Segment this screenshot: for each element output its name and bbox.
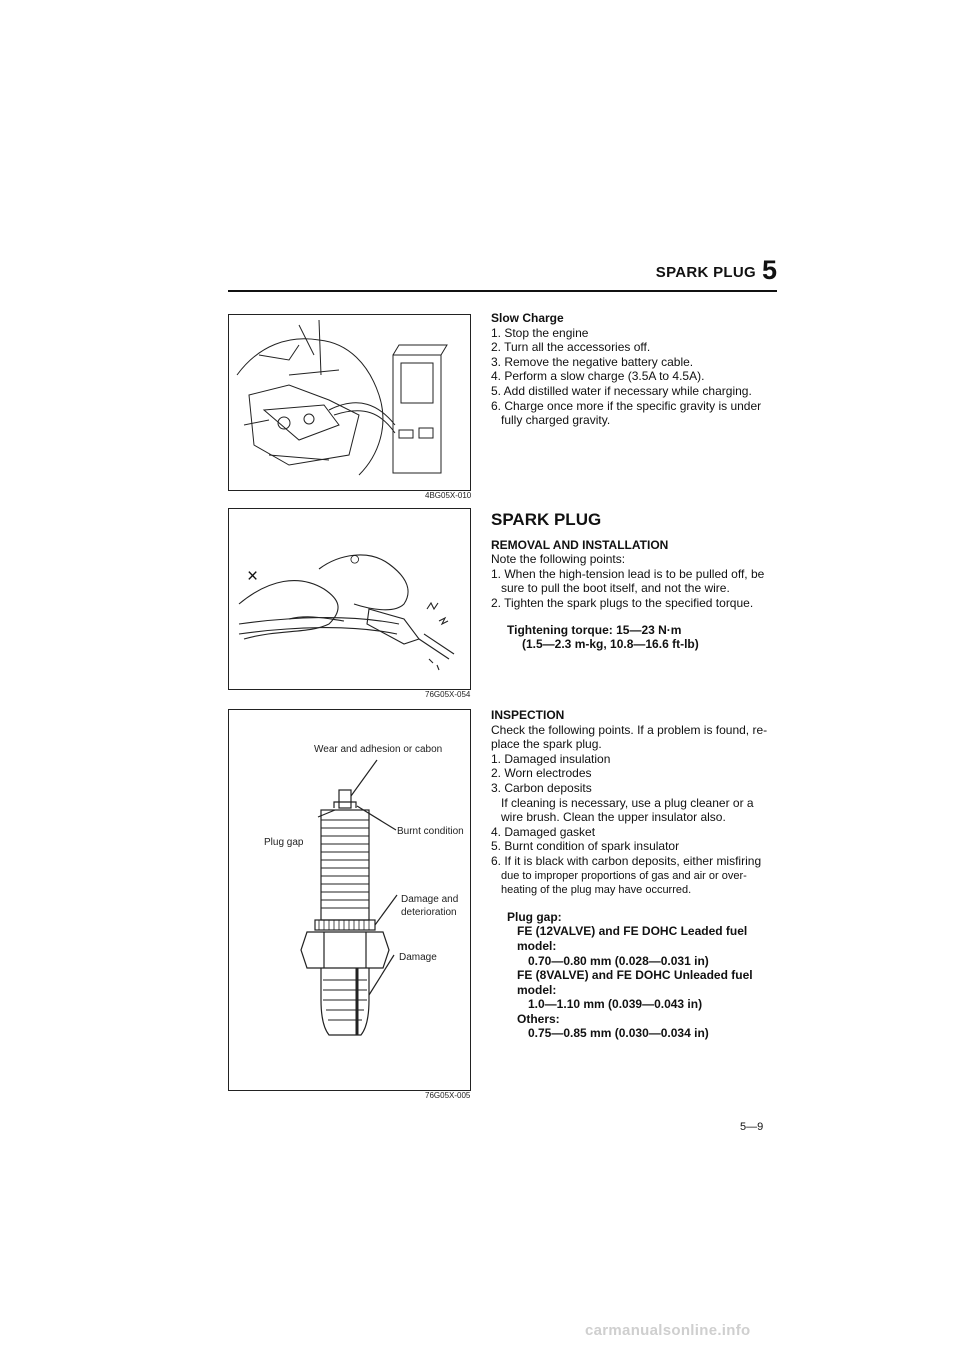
label-wear: Wear and adhesion or cabon (314, 744, 443, 755)
slow-charge-heading: Slow Charge (491, 311, 564, 325)
step: 2. Tighten the spark plugs to the specified torque. (491, 595, 754, 610)
battery-charger-illustration (229, 315, 470, 490)
torque-spec-cont: (1.5—2.3 m-kg, 10.8—16.6 ft-lb) (522, 637, 699, 652)
spec-model: FE (12VALVE) and FE DOHC Leaded fuel (517, 924, 748, 939)
item-note: wire brush. Clean the upper insulator also. (501, 810, 726, 825)
slow-charge-section (491, 311, 781, 428)
figure-code: 4BG05X-010 (425, 491, 472, 500)
label-damage-det-2: deterioration (401, 907, 457, 918)
spec-model: model: (517, 982, 557, 997)
intro: Check the following points. If a problem is found, re- (491, 722, 768, 737)
item: 1. Damaged insulation (491, 751, 611, 766)
label-burnt: Burnt condition (397, 826, 464, 837)
item: 5. Burnt condition of spark insulator (491, 839, 680, 854)
step: 3. Remove the negative battery cable. (491, 354, 694, 369)
label-plug-gap: Plug gap (264, 837, 304, 848)
label-damage-det-1: Damage and (401, 894, 459, 905)
spec-value: 1.0—1.10 mm (0.039—0.043 in) (528, 997, 703, 1012)
section-title: SPARK PLUG (491, 510, 602, 529)
step-cont: sure to pull the boot itself, and not the wire. (501, 581, 730, 596)
figure-battery-charger (228, 314, 471, 491)
page-number: 5—9 (740, 1121, 764, 1133)
step: 1. Stop the engine (491, 325, 589, 340)
spec-model: FE (8VALVE) and FE DOHC Unleaded fuel (517, 968, 753, 983)
spec-model: model: (517, 938, 557, 953)
step: 2. Turn all the accessories off. (491, 340, 651, 355)
item: 2. Worn electrodes (491, 766, 592, 781)
torque-spec: Tightening torque: 15—23 N·m (507, 622, 682, 637)
label-damage: Damage (399, 952, 437, 963)
step-cont: fully charged gravity. (501, 413, 611, 428)
step: 5. Add distilled water if necessary while charging. (491, 383, 752, 398)
item-note: heating of the plug may have occurred. (501, 884, 692, 897)
intro: place the spark plug. (491, 737, 602, 752)
chapter-number: 5 (761, 255, 777, 285)
step: 4. Perform a slow charge (3.5A to 4.5A). (491, 369, 705, 384)
step: 1. When the high-tension lead is to be pulled off, be (491, 566, 765, 581)
spec-model: Others: (517, 1011, 560, 1026)
item-note: If cleaning is necessary, use a plug cleaner or a (501, 795, 754, 810)
figure-spark-plug-inspection (228, 709, 471, 1091)
spark-plug-diagram (229, 710, 470, 1090)
note: Note the following points: (491, 552, 626, 567)
removal-heading: REMOVAL AND INSTALLATION (491, 537, 669, 552)
right-mark: ○ (349, 549, 361, 570)
page-header-title: SPARK PLUG (655, 264, 756, 281)
spec-value: 0.75—0.85 mm (0.030—0.034 in) (528, 1026, 709, 1041)
inspection-section (491, 708, 781, 1041)
watermark: carmanualsonline.info (585, 1322, 751, 1339)
item: 4. Damaged gasket (491, 824, 596, 839)
item-note: due to improper proportions of gas and air or over- (501, 869, 747, 882)
figure-code: 76G05X-054 (425, 690, 471, 699)
header-rule (228, 290, 777, 292)
item: 6. If it is black with carbon deposits, either misfiring (491, 853, 762, 868)
figure-remove-plug-lead (228, 508, 471, 690)
item: 3. Carbon deposits (491, 780, 592, 795)
plug-gap-heading: Plug gap: (507, 909, 562, 924)
spark-plug-section (491, 510, 781, 652)
plug-lead-illustration (229, 509, 470, 689)
step: 6. Charge once more if the specific gravity is under (491, 398, 762, 413)
inspection-heading: INSPECTION (491, 708, 565, 722)
spec-value: 0.70—0.80 mm (0.028—0.031 in) (528, 953, 709, 968)
wrong-mark: × (247, 566, 259, 587)
figure-code: 76G05X-005 (425, 1091, 471, 1100)
